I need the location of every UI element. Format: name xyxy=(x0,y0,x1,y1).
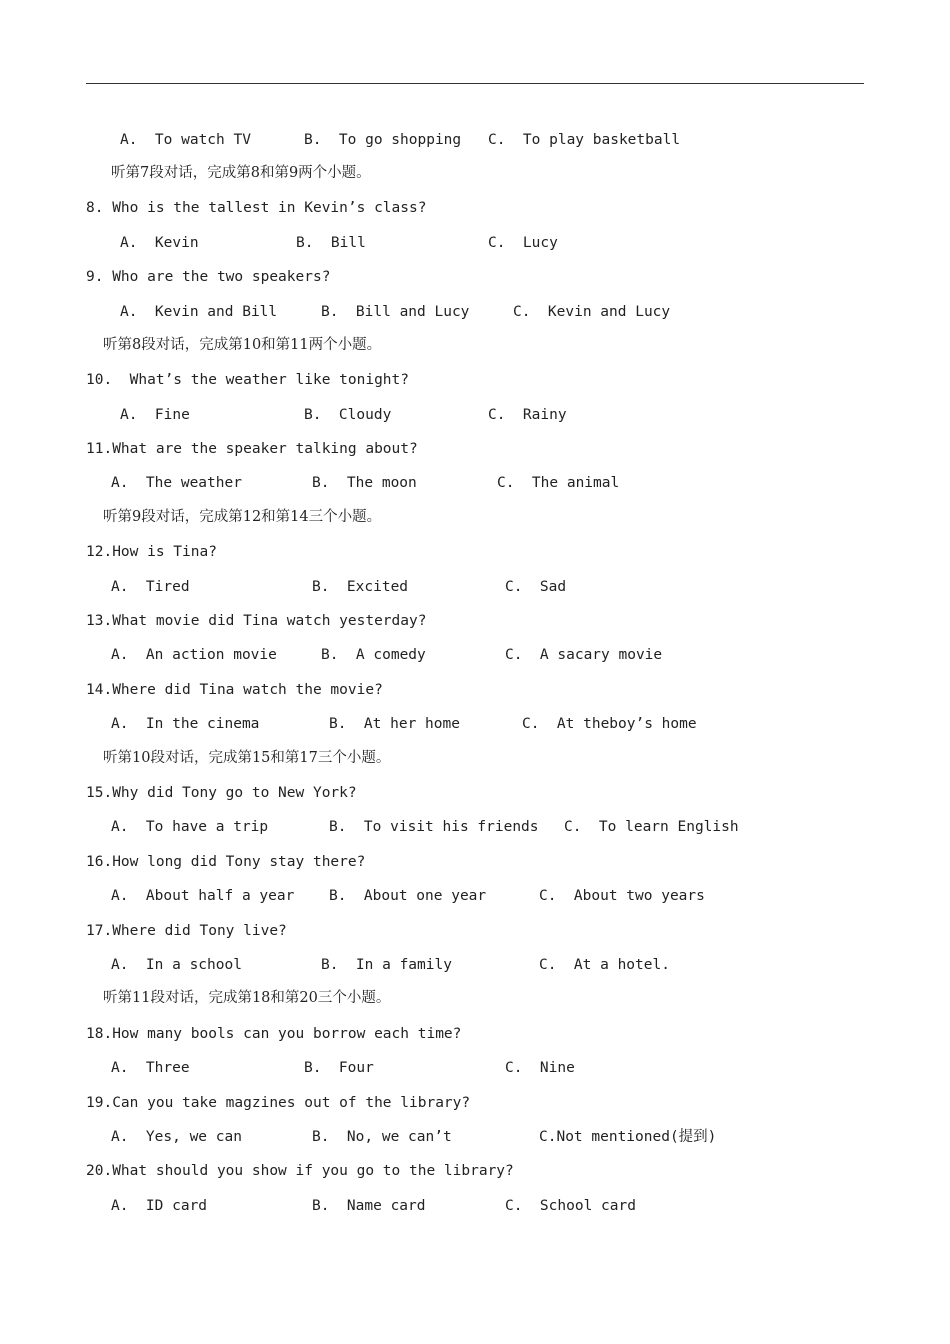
q15-text: 15.Why did Tony go to New York? xyxy=(86,785,357,801)
section-7-instruction: 听第7段对话，完成第8和第9两个小题。 xyxy=(111,165,371,181)
q11-text: 11.What are the speaker talking about? xyxy=(86,441,418,457)
q12-text: 12.How is Tina? xyxy=(86,544,217,560)
q16-text: 16.How long did Tony stay there? xyxy=(86,854,366,870)
q13-option-a[interactable]: A. An action movie xyxy=(111,647,277,663)
q20-option-b[interactable]: B. Name card xyxy=(312,1198,426,1214)
q7-option-b[interactable]: B. To go shopping xyxy=(304,132,462,148)
q15-option-b[interactable]: B. To visit his friends xyxy=(329,819,539,835)
q19-option-a[interactable]: A. Yes, we can xyxy=(111,1129,242,1145)
q10-option-b[interactable]: B. Cloudy xyxy=(304,407,392,423)
q11-option-b[interactable]: B. The moon xyxy=(312,475,417,491)
q19-text: 19.Can you take magzines out of the library? xyxy=(86,1095,471,1111)
q13-option-b[interactable]: B. A comedy xyxy=(321,647,426,663)
header-rule xyxy=(86,83,864,84)
q17-option-c[interactable]: C. At a hotel. xyxy=(539,957,670,973)
section-9-instruction: 听第9段对话，完成第12和第14三个小题。 xyxy=(103,509,382,525)
q7-option-c[interactable]: C. To play basketball xyxy=(488,132,681,148)
q15-option-a[interactable]: A. To have a trip xyxy=(111,819,269,835)
q10-option-c[interactable]: C. Rainy xyxy=(488,407,567,423)
q9-option-b[interactable]: B. Bill and Lucy xyxy=(321,304,470,320)
q19-option-b[interactable]: B. No, we can’t xyxy=(312,1129,452,1145)
q13-option-c[interactable]: C. A sacary movie xyxy=(505,647,663,663)
q9-option-a[interactable]: A. Kevin and Bill xyxy=(120,304,278,320)
q11-option-c[interactable]: C. The animal xyxy=(497,475,620,491)
q12-option-b[interactable]: B. Excited xyxy=(312,579,409,595)
q17-option-a[interactable]: A. In a school xyxy=(111,957,242,973)
q13-text: 13.What movie did Tina watch yesterday? xyxy=(86,613,427,629)
q11-option-a[interactable]: A. The weather xyxy=(111,475,242,491)
q16-option-a[interactable]: A. About half a year xyxy=(111,888,295,904)
q18-text: 18.How many bools can you borrow each time? xyxy=(86,1026,462,1042)
section-8-instruction: 听第8段对话，完成第10和第11两个小题。 xyxy=(103,337,382,353)
q8-option-c[interactable]: C. Lucy xyxy=(488,235,558,251)
q18-option-b[interactable]: B. Four xyxy=(304,1060,374,1076)
q14-option-b[interactable]: B. At her home xyxy=(329,716,460,732)
q14-text: 14.Where did Tina watch the movie? xyxy=(86,682,383,698)
q10-text: 10. What’s the weather like tonight? xyxy=(86,372,410,388)
q14-option-c[interactable]: C. At theboy’s home xyxy=(522,716,697,732)
q7-option-a[interactable]: A. To watch TV xyxy=(120,132,251,148)
q16-option-c[interactable]: C. About two years xyxy=(539,888,705,904)
q8-option-a[interactable]: A. Kevin xyxy=(120,235,199,251)
q18-option-c[interactable]: C. Nine xyxy=(505,1060,575,1076)
q20-option-a[interactable]: A. ID card xyxy=(111,1198,208,1214)
q8-option-b[interactable]: B. Bill xyxy=(296,235,366,251)
q9-text: 9. Who are the two speakers? xyxy=(86,269,331,285)
q17-option-b[interactable]: B. In a family xyxy=(321,957,452,973)
q12-option-a[interactable]: A. Tired xyxy=(111,579,190,595)
q20-text: 20.What should you show if you go to the library? xyxy=(86,1163,514,1179)
q17-text: 17.Where did Tony live? xyxy=(86,923,287,939)
q16-option-b[interactable]: B. About one year xyxy=(329,888,487,904)
q14-option-a[interactable]: A. In the cinema xyxy=(111,716,260,732)
q20-option-c[interactable]: C. School card xyxy=(505,1198,636,1214)
q15-option-c[interactable]: C. To learn English xyxy=(564,819,739,835)
q8-text: 8. Who is the tallest in Kevin’s class? xyxy=(86,200,427,216)
q19-option-c[interactable]: C.Not mentioned(提到) xyxy=(539,1129,717,1145)
q18-option-a[interactable]: A. Three xyxy=(111,1060,190,1076)
section-11-instruction: 听第11段对话，完成第18和第20三个小题。 xyxy=(103,990,391,1006)
q12-option-c[interactable]: C. Sad xyxy=(505,579,567,595)
section-10-instruction: 听第10段对话，完成第15和第17三个小题。 xyxy=(103,750,391,766)
q10-option-a[interactable]: A. Fine xyxy=(120,407,190,423)
q9-option-c[interactable]: C. Kevin and Lucy xyxy=(513,304,671,320)
